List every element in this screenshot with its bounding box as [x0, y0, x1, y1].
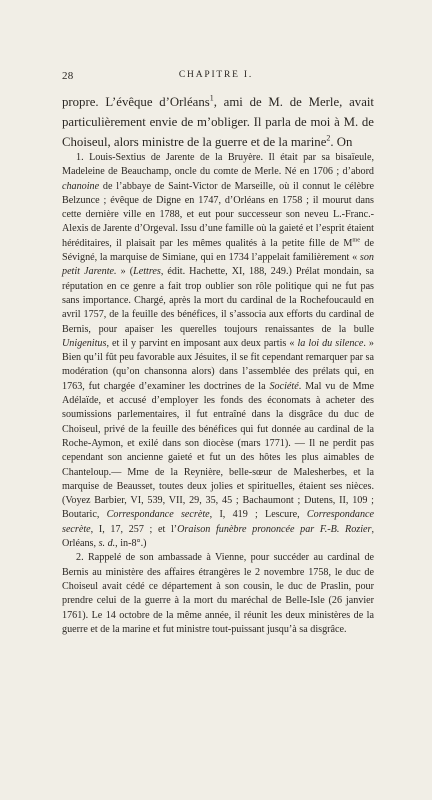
footnote-text: , édit. Hachette, XI, 188, 249.) Prélat mondain, sa réputation en ce genre a fait trop oublier son rôle politique qui ne fut pas sans importance. Chargé, après la mort du cardinal de la Rochefoucauld en avril 1757, de la feuille des bénéfices, il s’associa aux efforts du cardinal de Bernis, pour apaiser les querelles toujours renaissantes de la bulle [62, 266, 374, 335]
footnote-1 [62, 151, 374, 551]
page-header [62, 70, 370, 84]
footnote-text: son petit Jarente. [62, 252, 374, 278]
footnote-text: , Orléans, [62, 523, 374, 550]
footnotes [62, 151, 374, 637]
footnote-text: Lettres [133, 266, 161, 278]
footnote-text: de l’abbaye de Saint-Victor de Marseille, où il connut le célèbre Belzunce ; évêque de Digne en 1747, d’Orléans en 1758 ; il mourut dans cette dernière ville en 1788, et eut pour successeur son neveu L.-Franc.-Alexis de Jarente d’Orgeval. Issu d’une famille où la gaieté et l’esprit étaient héréditaires, il plaisait par les mêmes qualités à la petite fille de M [62, 180, 374, 249]
footnote-ref-2: 2 [326, 133, 331, 143]
running-head: CHAPITRE I. [178, 70, 254, 80]
main-text-part: . On [330, 135, 353, 149]
footnote-text: Correspondance secrète [106, 509, 210, 521]
footnote-text: Société [269, 380, 299, 392]
footnote-text: la loi du silence [297, 337, 364, 349]
footnote-text: 1. Louis-Sextius de Jarente de la Bruyère. Il était par sa bisaïeule, Madeleine de Beauchamp, oncle du comte de Merle. Né en 1706 ; d’abord [62, 152, 374, 178]
footnote-text: s. d. [98, 538, 116, 550]
footnote-text: . » Bien qu’il fût peu favorable aux Jésuites, il se fit cependant remarquer par sa modération (qu’on chansonna alors) dans l’assemblée des prélats qui, en 1763, fut chargée d’examiner les doctrines de la [62, 337, 374, 392]
footnote-text: de Sévigné, la marquise de Simiane, qui en 1734 l’appelait familièrement « [62, 237, 374, 264]
main-text-part: propre. L’évêque d’Orléans [62, 95, 210, 109]
main-text-part: , ami de M. de Merle, avait particulièrement envie de m’obliger. Il parla de moi à M. de Choiseul, alors ministre de la guerre et de la marine [62, 95, 374, 149]
main-text [62, 92, 374, 152]
footnote-text: , I, 17, 257 ; et l’ [90, 523, 178, 535]
footnote-text: chanoine [62, 180, 100, 192]
footnote-text: . Mal vu de Mme Adélaïde, et accusé d’employer les fonds des économats à acheter des soumissions parlementaires, il fut entraîné dans la disgrâce du duc de Choiseul, privé de la feuille des bénéfices qui fut donnée au cardinal de la Roche-Aymon, et exilé dans son diocèse (mars 1771). — Il ne perdit pas cependant son ancienne gaieté et fut un des hôtes les plus aimables de Chanteloup.— Mme de la Reynière, belle-sœur de Malesherbes, et la marquise de Beausset, toutes deux jolies et spirituelles, étaient ses nièces. (Voyez Barbier, VI, 539, VII, 29, 35, 45 ; Bachaumont ; Dutens, II, 109 ; Boutaric, [62, 380, 374, 521]
footnote-text: me [352, 236, 361, 244]
footnote-text: Unigenitus [62, 337, 107, 349]
footnote-text: Oraison funèbre prononcée par F.-B. Rozier [177, 523, 372, 535]
footnote-text: » ( [116, 266, 134, 278]
footnote-text: , in-8°.) [115, 538, 147, 550]
footnote-text: , et il y parvint en imposant aux deux partis « [106, 337, 298, 349]
footnote-2 [62, 551, 374, 637]
footnote-ref-1: 1 [209, 93, 214, 103]
footnote-text: Correspondance secrète [62, 509, 374, 535]
page-number: 28 [62, 70, 74, 82]
footnote-text: , I, 419 ; Lescure, [209, 509, 307, 521]
footnote-text: 2. Rappelé de son ambassade à Vienne, pour succéder au cardinal de Bernis au ministère des affaires étrangères le 2 novembre 1758, le duc de Choiseul avait cédé ce département à son cousin, le duc de Praslin, pour prendre celui de la guerre à la mort du maréchal de Belle-Isle (26 janvier 1761). Le 14 octobre de la même année, il réunit les deux ministères de la guerre et de la marine et fut ministre tout-puissant jusqu’à sa disgrâce. [62, 552, 374, 635]
